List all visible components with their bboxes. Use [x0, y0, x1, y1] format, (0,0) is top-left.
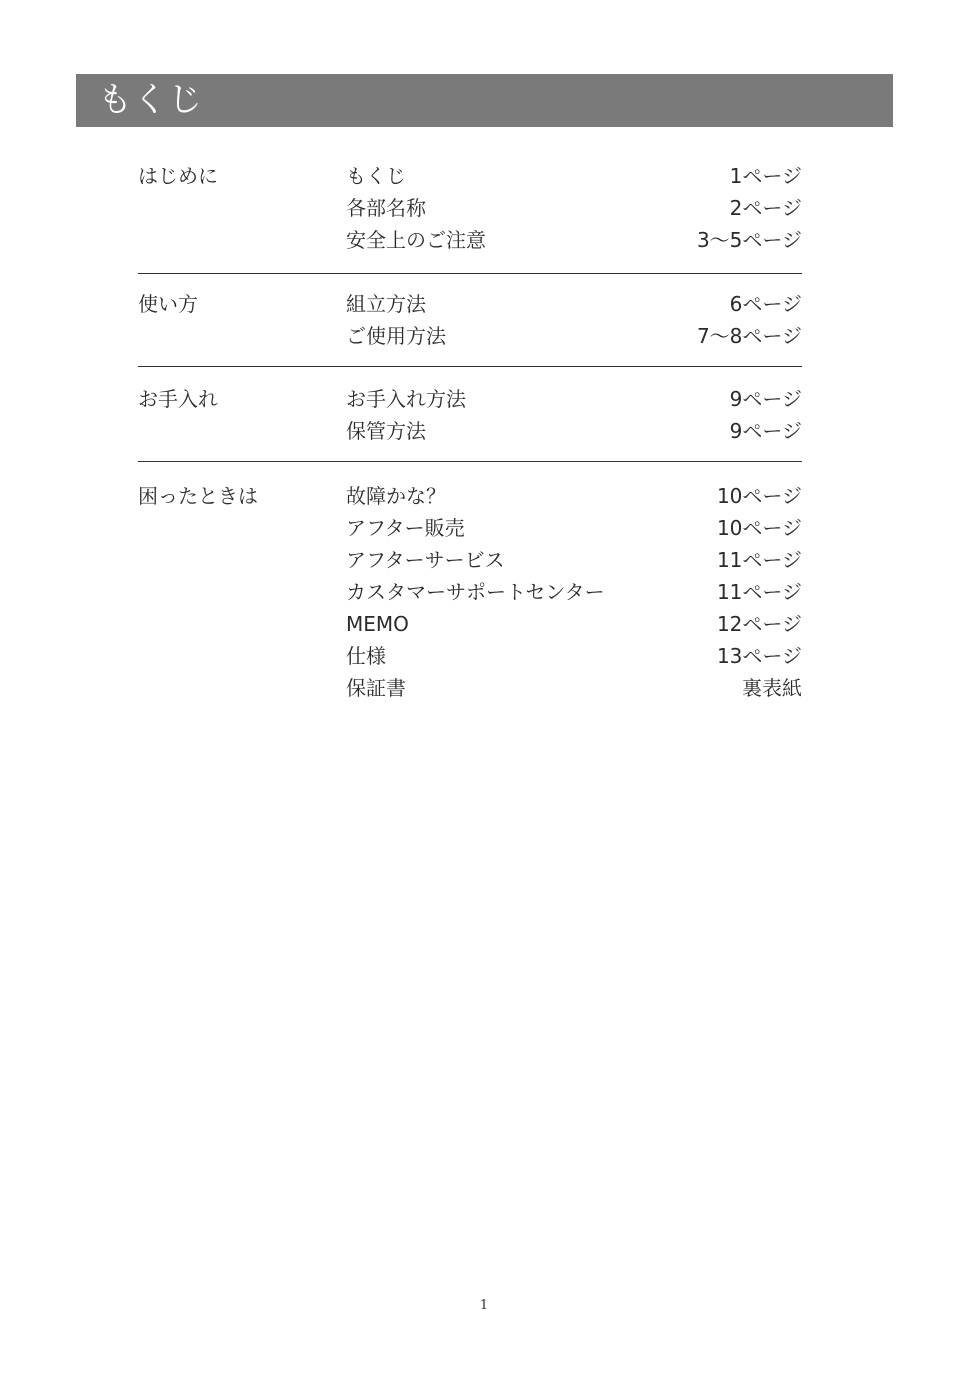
toc-entry[interactable] — [346, 544, 802, 576]
entry-title: アフターサービス — [346, 548, 505, 572]
entry-title: ご使用方法 — [346, 324, 446, 348]
entry-title: 保証書 — [346, 676, 406, 700]
entry-title: カスタマーサポートセンター — [346, 580, 605, 604]
entry-title: もくじ — [346, 164, 406, 188]
entry-title: 組立方法 — [346, 292, 426, 316]
entry-page: 9ページ — [729, 387, 802, 411]
toc-entry[interactable] — [346, 672, 802, 704]
entry-page: 裏表紙 — [742, 676, 802, 700]
entry-page: 2ページ — [729, 196, 802, 220]
entry-page: 9ページ — [729, 419, 802, 443]
entry-page: 10ページ — [716, 516, 802, 540]
entry-title: MEMO — [346, 612, 409, 636]
table-of-contents — [138, 160, 802, 704]
entry-page: 11ページ — [716, 580, 802, 604]
toc-section-introduction — [138, 160, 802, 273]
section-label: お手入れ — [138, 387, 218, 411]
toc-entry[interactable] — [346, 160, 802, 192]
entry-title: お手入れ方法 — [346, 387, 466, 411]
entry-page: 3〜5ページ — [696, 228, 802, 252]
entry-page: 11ページ — [716, 548, 802, 572]
entry-title: 保管方法 — [346, 419, 426, 443]
toc-entry[interactable] — [346, 576, 802, 608]
page-title-bar — [76, 74, 893, 127]
entry-page: 1ページ — [729, 164, 802, 188]
entry-title: 安全上のご注意 — [346, 228, 486, 252]
entry-page: 12ページ — [716, 612, 802, 636]
entry-title: 故障かな？ — [346, 484, 446, 508]
entry-title: アフター販売 — [346, 516, 465, 540]
page-number: 1 — [479, 1298, 489, 1313]
entry-title: 仕様 — [346, 644, 386, 668]
toc-entry[interactable] — [346, 383, 802, 415]
toc-entry[interactable] — [346, 415, 802, 447]
toc-entry[interactable] — [346, 512, 802, 544]
toc-section-maintenance — [138, 366, 802, 461]
toc-entry[interactable] — [346, 480, 802, 512]
toc-section-troubleshooting — [138, 461, 802, 704]
entry-page: 7〜8ページ — [696, 324, 802, 348]
toc-entry[interactable] — [346, 288, 802, 320]
page-title: もくじ — [98, 80, 203, 120]
toc-entry[interactable] — [346, 192, 802, 224]
toc-entry[interactable] — [346, 608, 802, 640]
section-label: 使い方 — [138, 292, 198, 316]
toc-entry[interactable] — [346, 320, 802, 352]
section-label: はじめに — [138, 164, 218, 188]
toc-entry[interactable] — [346, 224, 802, 256]
entry-page: 6ページ — [729, 292, 802, 316]
toc-section-usage — [138, 273, 802, 366]
section-label: 困ったときは — [138, 484, 258, 508]
entry-page: 13ページ — [716, 644, 802, 668]
entry-title: 各部名称 — [346, 196, 426, 220]
toc-entry[interactable] — [346, 640, 802, 672]
entry-page: 10ページ — [716, 484, 802, 508]
